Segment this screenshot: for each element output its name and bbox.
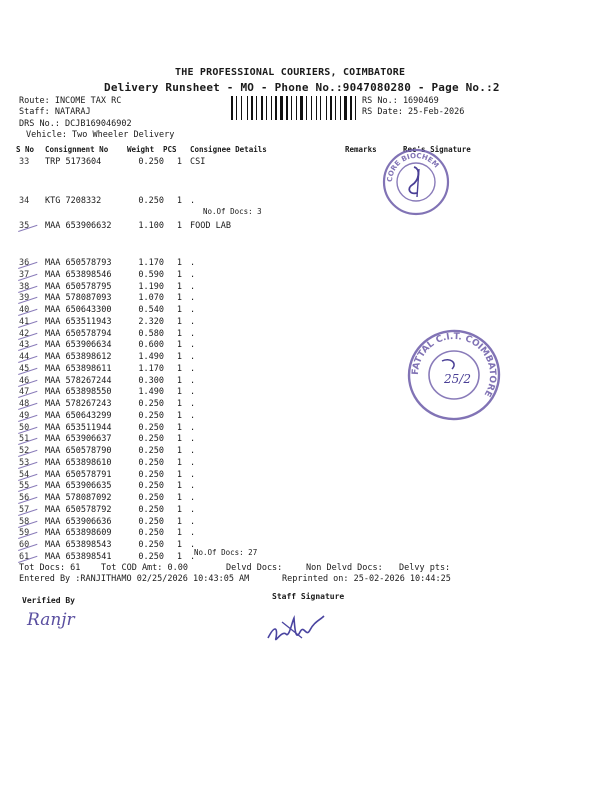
- row-sno: 58: [19, 516, 30, 527]
- row-weight: 0.250: [138, 540, 164, 550]
- row-pcs: 1: [176, 516, 182, 527]
- row-sno: 60: [19, 540, 30, 550]
- row-pcs: 1: [176, 269, 182, 280]
- verifier-signature: Ranjr: [27, 610, 75, 630]
- row-consignment-no: MAA 650643299: [45, 410, 112, 421]
- svg-text:CORE BIOCHEM: [386, 152, 440, 182]
- row-consignee: .: [190, 457, 196, 468]
- barcode-bar: [328, 96, 329, 120]
- row-consignee: .: [190, 281, 196, 292]
- row-pcs: 1: [176, 493, 182, 503]
- barcode-bar: [350, 96, 352, 120]
- row-weight: 1.490: [138, 352, 164, 362]
- table-row: [0, 505, 600, 517]
- table-row: [0, 458, 600, 470]
- barcode-bar: [256, 96, 257, 120]
- barcode-bar: [348, 96, 349, 120]
- row-consignment-no: MAA 653906636: [45, 516, 112, 527]
- row-pcs: 1: [176, 328, 182, 339]
- row-consignment-no: MAA 650578793: [45, 258, 112, 268]
- row-consignee: .: [190, 516, 196, 527]
- barcode-bar: [236, 96, 237, 120]
- row-consignment-no: MAA 650578794: [45, 328, 112, 339]
- row-consignee: .: [190, 399, 196, 409]
- row-pcs: 1: [176, 157, 182, 167]
- row-weight: 0.590: [138, 269, 164, 280]
- barcode-bar: [271, 96, 272, 120]
- row-consignment-no: MAA 653898609: [45, 528, 112, 539]
- row-pcs: 1: [176, 375, 182, 386]
- row-consignment-no: MAA 650578792: [45, 504, 112, 515]
- table-row: [0, 387, 600, 399]
- row-consignee: .: [190, 410, 196, 421]
- row-consignment-no: MAA 653898610: [45, 457, 112, 468]
- barcode-bar: [266, 96, 267, 120]
- row-weight: 0.540: [138, 305, 164, 315]
- row-consignee: .: [190, 293, 196, 304]
- table-row: [0, 493, 600, 505]
- barcode-bar: [300, 96, 303, 120]
- barcode-bar: [326, 96, 327, 120]
- verified-by-label: Verified By: [22, 596, 75, 605]
- table-row: [0, 282, 600, 294]
- row-sno: 44: [19, 352, 30, 362]
- row-consignment-no: MAA 578267244: [45, 375, 112, 386]
- row-consignee: .: [190, 540, 196, 550]
- table-row: [0, 481, 600, 493]
- barcode-bar: [238, 96, 240, 120]
- table-row: [0, 340, 600, 352]
- barcode-bar: [353, 96, 354, 120]
- col-sno: S No: [16, 145, 35, 154]
- row-consignee: .: [190, 258, 196, 268]
- row-consignee: FOOD LAB: [190, 221, 231, 231]
- vehicle-label: Vehicle: Two Wheeler Delivery: [26, 130, 175, 140]
- rs-no-label: RS No.: 1690469: [362, 96, 439, 106]
- staff-signature-label: Staff Signature: [272, 592, 345, 601]
- row-pcs: 1: [176, 352, 182, 362]
- staff-label: Staff: NATARAJ: [19, 107, 91, 117]
- route-label: Route: INCOME TAX RC: [19, 96, 122, 106]
- row-weight: 0.250: [138, 528, 164, 539]
- row-consignee: .: [190, 387, 196, 398]
- row-weight: 0.250: [138, 196, 164, 206]
- row-pcs: 1: [176, 410, 182, 421]
- row-consignment-no: MAA 653511944: [45, 422, 112, 433]
- row-pcs: 1: [176, 281, 182, 292]
- row-sno: 43: [19, 340, 30, 351]
- row-consignee: .: [190, 340, 196, 351]
- row-pcs: 1: [176, 399, 182, 409]
- row-sno: 51: [19, 434, 30, 445]
- non-delvd-docs: Non Delvd Docs:: [306, 563, 383, 573]
- table-row: [0, 221, 600, 233]
- row-consignee: .: [190, 363, 196, 374]
- table-row: [0, 293, 600, 305]
- entered-by: Entered By :RANJITHAMO 02/25/2026 10:43:05 AM: [19, 574, 250, 584]
- col-consignment: Consignment No: [45, 145, 109, 154]
- barcode-bar: [322, 96, 325, 120]
- barcode-bar: [249, 96, 250, 120]
- row-consignee: .: [190, 422, 196, 433]
- row-pcs: 1: [176, 221, 182, 231]
- row-pcs: 1: [176, 305, 182, 315]
- barcode-bar: [231, 96, 233, 120]
- row-sno: 61: [19, 551, 30, 562]
- row-weight: 0.250: [138, 422, 164, 433]
- row-consignment-no: MAA 578087093: [45, 293, 112, 304]
- row-consignment-no: MAA 653906635: [45, 481, 112, 492]
- row-consignment-no: MAA 650578795: [45, 281, 112, 292]
- barcode-bar: [318, 96, 319, 120]
- table-row: [0, 364, 600, 376]
- barcode-bar: [306, 96, 307, 120]
- row-consignment-no: MAA 653898612: [45, 352, 112, 362]
- row-sno: 46: [19, 375, 30, 386]
- table-row: [0, 305, 600, 317]
- barcode-bar: [261, 96, 264, 120]
- rs-date-label: RS Date: 25-Feb-2026: [362, 107, 465, 117]
- table-row: [0, 528, 600, 540]
- row-weight: 0.250: [138, 434, 164, 445]
- table-row: [0, 317, 600, 329]
- table-row: [0, 517, 600, 529]
- barcode-bar: [342, 96, 343, 120]
- table-row: [0, 434, 600, 446]
- barcode-bar: [308, 96, 310, 120]
- barcode-bar: [330, 96, 332, 120]
- table-row: [0, 157, 600, 169]
- docs-note-group2: No.Of Docs: 27: [194, 548, 258, 557]
- row-pcs: 1: [176, 434, 182, 445]
- row-consignment-no: MAA 578267243: [45, 399, 112, 409]
- table-row: [0, 470, 600, 482]
- delvd-docs: Delvd Docs:: [226, 563, 283, 573]
- row-consignment-no: MAA 650643300: [45, 305, 112, 315]
- barcode-bar: [247, 96, 248, 120]
- row-sno: 41: [19, 316, 30, 327]
- row-pcs: 1: [176, 446, 182, 456]
- row-weight: 1.190: [138, 281, 164, 292]
- row-consignment-no: TRP 5173604: [45, 157, 102, 167]
- barcode-bar: [284, 96, 285, 120]
- row-sno: 52: [19, 446, 30, 456]
- row-consignee: .: [190, 469, 196, 480]
- row-consignment-no: MAA 653906634: [45, 340, 112, 351]
- runsheet-title: Delivery Runsheet - MO - Phone No.:9047080280 - Page No.:2: [104, 81, 500, 94]
- barcode-bar: [275, 96, 277, 120]
- row-sno: 50: [19, 422, 30, 433]
- row-sno: 37: [19, 269, 30, 280]
- row-sno: 35: [19, 221, 30, 231]
- row-consignee: .: [190, 446, 196, 456]
- row-consignee: .: [190, 481, 196, 492]
- table-row: [0, 399, 600, 411]
- table-row: [0, 423, 600, 435]
- row-weight: 0.250: [138, 504, 164, 515]
- row-weight: 0.580: [138, 328, 164, 339]
- row-weight: 0.250: [138, 493, 164, 503]
- row-sno: 33: [19, 157, 30, 167]
- row-pcs: 1: [176, 540, 182, 550]
- barcode-bar: [280, 96, 283, 120]
- row-weight: 1.490: [138, 387, 164, 398]
- barcode-bar: [340, 96, 341, 120]
- barcode-bar: [293, 96, 295, 120]
- barcode-bar: [264, 96, 265, 120]
- row-pcs: 1: [176, 528, 182, 539]
- row-consignment-no: MAA 653898541: [45, 551, 112, 562]
- delvy-pts: Delvy pts:: [399, 563, 451, 573]
- row-consignee: CSI: [190, 157, 206, 167]
- row-weight: 1.170: [138, 258, 164, 268]
- row-sno: 45: [19, 363, 30, 374]
- row-pcs: 1: [176, 387, 182, 398]
- stamp2-text: FATTAL C.I.T. COIMBATORE: [410, 331, 498, 399]
- row-sno: 53: [19, 457, 30, 468]
- row-consignment-no: MAA 650578790: [45, 446, 112, 456]
- row-weight: 1.070: [138, 293, 164, 304]
- col-signature: Rec's Signature: [403, 145, 471, 154]
- barcode-bar: [258, 96, 260, 120]
- row-sno: 39: [19, 293, 30, 304]
- row-pcs: 1: [176, 469, 182, 480]
- row-sno: 40: [19, 305, 30, 315]
- col-remarks: Remarks: [345, 145, 377, 154]
- row-weight: 0.300: [138, 375, 164, 386]
- drs-no-label: DRS No.: DCJB169046902: [19, 119, 132, 129]
- row-sno: 48: [19, 399, 30, 409]
- row-consignee: .: [190, 316, 196, 327]
- row-weight: 1.170: [138, 363, 164, 374]
- barcode-bar: [355, 96, 356, 120]
- docs-note-group1: No.Of Docs: 3: [203, 207, 262, 216]
- barcode-bar: [278, 96, 279, 120]
- row-consignee: .: [190, 196, 196, 206]
- row-consignee: .: [190, 328, 196, 339]
- row-weight: 0.250: [138, 516, 164, 527]
- row-weight: 0.600: [138, 340, 164, 351]
- barcode-bar: [241, 96, 242, 120]
- barcode-bar: [337, 96, 339, 120]
- row-consignment-no: MAA 578087092: [45, 493, 112, 503]
- row-pcs: 1: [176, 504, 182, 515]
- row-pcs: 1: [176, 258, 182, 268]
- row-consignee: .: [190, 375, 196, 386]
- barcode-bar: [320, 96, 322, 120]
- barcode-bar: [333, 96, 334, 120]
- barcode-bar: [268, 96, 270, 120]
- row-pcs: 1: [176, 457, 182, 468]
- row-sno: 49: [19, 410, 30, 421]
- barcode-bar: [316, 96, 317, 120]
- row-consignment-no: MAA 653898546: [45, 269, 112, 280]
- reprinted-on: Reprinted on: 25-02-2026 10:44:25: [282, 574, 451, 584]
- barcode-bar: [243, 96, 246, 120]
- row-weight: 0.250: [138, 446, 164, 456]
- row-consignment-no: MAA 653906637: [45, 434, 112, 445]
- table-row: [0, 411, 600, 423]
- tot-cod-amt: Tot COD Amt: 0.00: [101, 563, 188, 573]
- col-weight: Weight: [127, 145, 155, 154]
- row-pcs: 1: [176, 422, 182, 433]
- row-sno: 56: [19, 493, 30, 503]
- barcode-bar: [357, 96, 359, 120]
- row-sno: 59: [19, 528, 30, 539]
- row-consignee: .: [190, 305, 196, 315]
- table-row: [0, 352, 600, 364]
- row-sno: 54: [19, 469, 30, 480]
- table-row: [0, 376, 600, 388]
- row-pcs: 1: [176, 481, 182, 492]
- row-consignee: .: [190, 352, 196, 362]
- row-sno: 55: [19, 481, 30, 492]
- row-consignee: .: [190, 434, 196, 445]
- row-weight: 1.100: [138, 221, 164, 231]
- barcode-bar: [304, 96, 305, 120]
- row-consignment-no: MAA 650578791: [45, 469, 112, 480]
- row-weight: 0.250: [138, 551, 164, 562]
- stamp2-date: 25/2: [444, 372, 471, 386]
- row-weight: 0.250: [138, 399, 164, 409]
- row-pcs: 1: [176, 293, 182, 304]
- row-consignment-no: MAA 653898611: [45, 363, 112, 374]
- row-weight: 0.250: [138, 157, 164, 167]
- row-weight: 0.250: [138, 481, 164, 492]
- barcode-bar: [273, 96, 274, 120]
- barcode-bar: [286, 96, 288, 120]
- barcode-bar: [234, 96, 235, 120]
- row-consignee: .: [190, 269, 196, 280]
- row-consignment-no: MAA 653511943: [45, 316, 112, 327]
- row-consignment-no: MAA 653898543: [45, 540, 112, 550]
- row-weight: 0.250: [138, 457, 164, 468]
- barcode-bar: [251, 96, 253, 120]
- row-weight: 0.250: [138, 410, 164, 421]
- row-weight: 0.250: [138, 469, 164, 480]
- barcode-bar: [335, 96, 336, 120]
- row-sno: 36: [19, 258, 30, 268]
- table-row: [0, 329, 600, 341]
- tot-docs: Tot Docs: 61: [19, 563, 81, 573]
- company-title: THE PROFESSIONAL COURIERS, COIMBATORE: [175, 67, 406, 78]
- table-row: [0, 552, 600, 564]
- receiver-stamp-oval: [404, 323, 504, 423]
- row-pcs: 1: [176, 551, 182, 562]
- table-row: [0, 258, 600, 270]
- row-sno: 34: [19, 196, 30, 206]
- col-pcs: PCS: [163, 145, 177, 154]
- table-row: [0, 446, 600, 458]
- barcode-bar: [296, 96, 297, 120]
- barcode-bar: [313, 96, 315, 120]
- row-consignee: .: [190, 551, 196, 562]
- barcode-bar: [311, 96, 312, 120]
- row-weight: 2.320: [138, 316, 164, 327]
- row-consignee: .: [190, 504, 196, 515]
- row-pcs: 1: [176, 316, 182, 327]
- row-consignment-no: KTG 7208332: [45, 196, 102, 206]
- barcode-bar: [344, 96, 347, 120]
- row-sno: 47: [19, 387, 30, 398]
- row-consignment-no: MAA 653906632: [45, 221, 112, 231]
- row-consignee: .: [190, 528, 196, 539]
- barcode-bar: [289, 96, 290, 120]
- receiver-stamp-round: [381, 147, 451, 217]
- barcode-bar: [291, 96, 292, 120]
- row-consignee: .: [190, 493, 196, 503]
- row-pcs: 1: [176, 340, 182, 351]
- row-sno: 38: [19, 281, 30, 292]
- barcode-bar: [298, 96, 299, 120]
- barcode: [231, 96, 359, 120]
- row-sno: 57: [19, 504, 30, 515]
- row-pcs: 1: [176, 196, 182, 206]
- table-row: [0, 196, 600, 208]
- row-sno: 42: [19, 328, 30, 339]
- row-pcs: 1: [176, 363, 182, 374]
- table-row: [0, 270, 600, 282]
- col-consignee: Consignee Details: [190, 145, 267, 154]
- row-consignment-no: MAA 653898550: [45, 387, 112, 398]
- barcode-bar: [254, 96, 255, 120]
- staff-signature-scribble: [262, 608, 332, 648]
- table-row: [0, 540, 600, 552]
- stamp1-text: CORE BIOCHEM: [385, 151, 441, 183]
